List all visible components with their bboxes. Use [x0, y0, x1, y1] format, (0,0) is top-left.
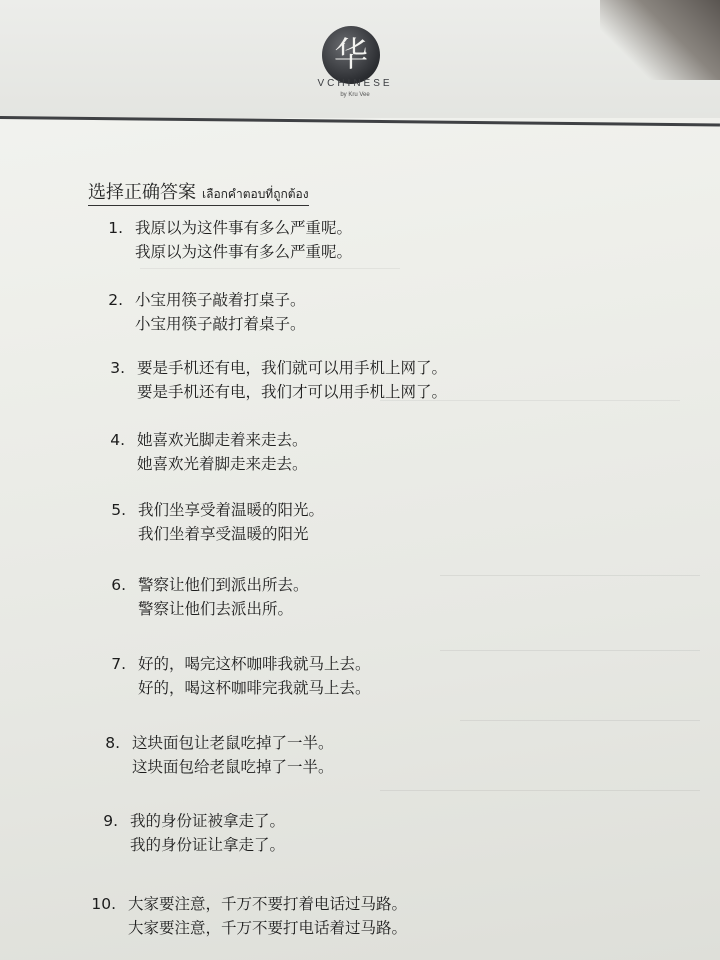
ghost-line [460, 720, 700, 721]
sentence-option-b: 这块面包给老鼠吃掉了一半。 [132, 758, 334, 776]
sentence-option-b: 她喜欢光着脚走来走去。 [137, 455, 308, 473]
question-number: 5. [111, 501, 126, 519]
question-item [98, 498, 324, 546]
sentence-option-a: 我们坐享受着温暖的阳光。 [138, 501, 325, 519]
brand-tagline: by Kru Vee [340, 92, 370, 98]
instructions-heading [88, 178, 309, 206]
question-number: 8. [105, 734, 120, 752]
background-corner [600, 0, 720, 80]
question-number: 7. [111, 655, 126, 673]
question-number: 4. [110, 431, 125, 449]
ghost-line [380, 790, 700, 791]
question-item [98, 652, 371, 700]
instructions-chinese: 选择正确答案 [88, 182, 196, 203]
sentence-option-b: 要是手机还有电，我们才可以用手机上网了。 [137, 383, 448, 401]
sentence-option-a: 小宝用筷子敲着打桌子。 [135, 291, 306, 309]
question-item [98, 573, 309, 621]
question-item [88, 892, 407, 940]
question-item [95, 216, 352, 264]
logo-glyph: 华 [334, 35, 368, 75]
question-item [95, 288, 306, 336]
question-item [90, 809, 285, 857]
brand-name: VCHINESE [317, 78, 393, 89]
ghost-line [140, 268, 400, 269]
sentence-option-b: 我原以为这件事有多么严重呢。 [135, 243, 353, 261]
instructions-thai: เลือกคำตอบที่ถูกต้อง [202, 187, 309, 201]
sentence-option-b: 大家要注意，千万不要打电话着过马路。 [128, 919, 408, 937]
question-number: 10. [91, 895, 116, 913]
sentence-option-b: 小宝用筷子敲打着桌子。 [135, 315, 306, 333]
sentence-option-a: 她喜欢光脚走着来走去。 [137, 431, 308, 449]
question-number: 1. [108, 219, 123, 237]
sentence-option-a: 警察让他们到派出所去。 [138, 576, 309, 594]
sentence-option-b: 警察让他们去派出所。 [138, 600, 294, 618]
question-number: 9. [103, 812, 118, 830]
question-number: 3. [110, 359, 125, 377]
vchinese-logo [322, 26, 380, 84]
question-item [97, 356, 447, 404]
question-item [97, 428, 308, 476]
sentence-option-a: 好的，喝完这杯咖啡我就马上去。 [138, 655, 371, 673]
ghost-line [440, 575, 700, 576]
question-number: 2. [108, 291, 123, 309]
sentence-option-b: 我的身份证让拿走了。 [130, 836, 286, 854]
sentence-option-a: 我的身份证被拿走了。 [130, 812, 286, 830]
question-number: 6. [111, 576, 126, 594]
question-item [92, 731, 334, 779]
ghost-line [440, 650, 700, 651]
sentence-option-b: 我们坐着享受温暖的阳光 [138, 525, 309, 543]
sentence-option-a: 我原以为这件事有多么严重呢。 [135, 219, 353, 237]
sentence-option-a: 要是手机还有电，我们就可以用手机上网了。 [137, 359, 448, 377]
sentence-option-a: 这块面包让老鼠吃掉了一半。 [132, 734, 334, 752]
sentence-option-b: 好的，喝这杯咖啡完我就马上去。 [138, 679, 371, 697]
sentence-option-a: 大家要注意，千万不要打着电话过马路。 [128, 895, 408, 913]
